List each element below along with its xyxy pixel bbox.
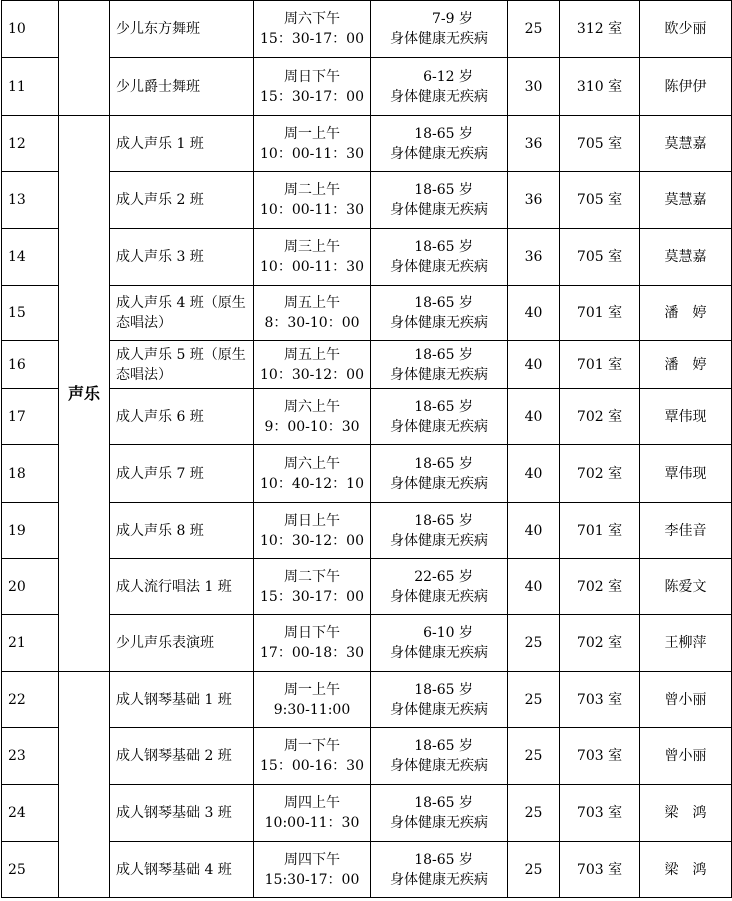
health-requirement: 身体健康无疾病 bbox=[390, 259, 488, 275]
class-day: 周一上午 bbox=[284, 681, 340, 698]
class-time bbox=[254, 172, 371, 229]
age-range: 7-9 岁 bbox=[432, 11, 473, 27]
capacity: 25 bbox=[508, 672, 560, 728]
class-day: 周六上午 bbox=[284, 398, 340, 415]
room: 703 室 bbox=[560, 672, 640, 728]
capacity: 40 bbox=[508, 341, 560, 389]
age-range: 18-65 岁 bbox=[414, 795, 473, 811]
table-row bbox=[2, 785, 732, 842]
capacity: 36 bbox=[508, 172, 560, 229]
table-row bbox=[2, 615, 732, 672]
class-hours: 15:30-17：00 bbox=[264, 871, 360, 888]
row-number: 16 bbox=[2, 341, 59, 389]
class-day: 周六下午 bbox=[284, 11, 340, 27]
class-hours: 15：30-17：00 bbox=[260, 588, 364, 605]
room: 703 室 bbox=[560, 785, 640, 842]
class-name: 成人声乐 1 班 bbox=[110, 116, 254, 172]
age-requirement bbox=[371, 116, 508, 172]
class-time bbox=[254, 503, 371, 559]
capacity: 25 bbox=[508, 728, 560, 785]
teacher: 曾小丽 bbox=[640, 672, 732, 728]
capacity: 30 bbox=[508, 58, 560, 116]
row-number: 19 bbox=[2, 503, 59, 559]
class-name: 少儿爵士舞班 bbox=[110, 58, 254, 116]
age-requirement bbox=[371, 559, 508, 615]
room: 703 室 bbox=[560, 728, 640, 785]
class-name: 成人钢琴基础 4 班 bbox=[110, 842, 254, 898]
age-range: 18-65 岁 bbox=[414, 125, 473, 142]
row-number: 24 bbox=[2, 785, 59, 842]
class-day: 周日下午 bbox=[284, 68, 340, 85]
age-range: 18-65 岁 bbox=[414, 182, 473, 198]
table-row bbox=[2, 286, 732, 341]
age-range: 18-65 岁 bbox=[414, 681, 473, 698]
class-time bbox=[254, 728, 371, 785]
teacher: 陈伊伊 bbox=[640, 58, 732, 116]
health-requirement: 身体健康无疾病 bbox=[390, 588, 488, 605]
teacher: 莫慧嘉 bbox=[640, 229, 732, 286]
class-hours: 9:30-11:00 bbox=[273, 701, 351, 718]
category-cell bbox=[59, 672, 110, 898]
capacity: 36 bbox=[508, 116, 560, 172]
capacity: 40 bbox=[508, 389, 560, 445]
table-row bbox=[2, 229, 732, 286]
class-day: 周五上午 bbox=[284, 295, 340, 311]
capacity: 40 bbox=[508, 445, 560, 503]
class-day: 周四下午 bbox=[284, 851, 340, 868]
room: 702 室 bbox=[560, 615, 640, 672]
age-requirement bbox=[371, 172, 508, 229]
table-row bbox=[2, 559, 732, 615]
class-day: 周四上午 bbox=[284, 795, 340, 811]
class-time bbox=[254, 842, 371, 898]
age-requirement bbox=[371, 229, 508, 286]
health-requirement: 身体健康无疾病 bbox=[390, 366, 488, 383]
class-hours: 15：00-16：30 bbox=[260, 758, 364, 774]
row-number: 21 bbox=[2, 615, 59, 672]
class-name: 成人声乐 6 班 bbox=[110, 389, 254, 445]
age-requirement bbox=[371, 1, 508, 58]
health-requirement: 身体健康无疾病 bbox=[390, 532, 488, 549]
row-number: 25 bbox=[2, 842, 59, 898]
age-requirement bbox=[371, 389, 508, 445]
class-time bbox=[254, 116, 371, 172]
class-time bbox=[254, 58, 371, 116]
class-day: 周五上午 bbox=[284, 346, 340, 363]
health-requirement: 身体健康无疾病 bbox=[390, 315, 488, 331]
class-day: 周一上午 bbox=[284, 125, 340, 142]
table-row bbox=[2, 842, 732, 898]
class-hours: 10：00-11：30 bbox=[260, 202, 364, 218]
age-range: 6-12 岁 bbox=[423, 68, 473, 85]
teacher: 曾小丽 bbox=[640, 728, 732, 785]
row-number: 13 bbox=[2, 172, 59, 229]
class-hours: 17：00-18：30 bbox=[260, 645, 364, 661]
class-hours: 10：30-12：00 bbox=[260, 366, 364, 383]
room: 705 室 bbox=[560, 229, 640, 286]
class-hours: 10:00-11：30 bbox=[264, 815, 360, 831]
class-time bbox=[254, 615, 371, 672]
age-requirement bbox=[371, 785, 508, 842]
health-requirement: 身体健康无疾病 bbox=[390, 418, 488, 435]
age-range: 18-65 岁 bbox=[414, 295, 473, 311]
course-schedule-table bbox=[1, 0, 732, 898]
capacity: 40 bbox=[508, 559, 560, 615]
class-hours: 8：30-10：00 bbox=[264, 315, 360, 331]
class-day: 周日下午 bbox=[284, 625, 340, 641]
age-range: 18-65 岁 bbox=[414, 512, 473, 529]
room: 701 室 bbox=[560, 503, 640, 559]
age-range: 18-65 岁 bbox=[414, 239, 473, 255]
class-day: 周二下午 bbox=[284, 568, 340, 585]
class-name: 少儿声乐表演班 bbox=[110, 615, 254, 672]
class-day: 周一下午 bbox=[284, 738, 340, 754]
class-time bbox=[254, 229, 371, 286]
capacity: 25 bbox=[508, 615, 560, 672]
capacity: 36 bbox=[508, 229, 560, 286]
class-hours: 10：40-12：10 bbox=[260, 475, 364, 492]
teacher: 李佳音 bbox=[640, 503, 732, 559]
age-range: 18-65 岁 bbox=[414, 851, 473, 868]
age-range: 18-65 岁 bbox=[414, 455, 473, 472]
health-requirement: 身体健康无疾病 bbox=[390, 475, 488, 492]
table-row bbox=[2, 341, 732, 389]
table-row bbox=[2, 728, 732, 785]
table-row bbox=[2, 672, 732, 728]
class-time bbox=[254, 785, 371, 842]
age-requirement bbox=[371, 503, 508, 559]
row-number: 11 bbox=[2, 58, 59, 116]
teacher: 欧少丽 bbox=[640, 1, 732, 58]
age-requirement bbox=[371, 615, 508, 672]
health-requirement: 身体健康无疾病 bbox=[390, 88, 488, 105]
table-row bbox=[2, 58, 732, 116]
class-hours: 10：00-11：30 bbox=[260, 259, 364, 275]
class-time bbox=[254, 672, 371, 728]
class-name: 成人钢琴基础 2 班 bbox=[110, 728, 254, 785]
room: 310 室 bbox=[560, 58, 640, 116]
class-time bbox=[254, 445, 371, 503]
teacher: 王柳萍 bbox=[640, 615, 732, 672]
class-day: 周二上午 bbox=[284, 182, 340, 198]
row-number: 15 bbox=[2, 286, 59, 341]
health-requirement: 身体健康无疾病 bbox=[390, 758, 488, 774]
table-row bbox=[2, 445, 732, 503]
teacher: 陈爱文 bbox=[640, 559, 732, 615]
capacity: 25 bbox=[508, 842, 560, 898]
class-hours: 9：00-10：30 bbox=[264, 418, 360, 435]
teacher: 潘 婷 bbox=[640, 341, 732, 389]
table-row bbox=[2, 172, 732, 229]
age-requirement bbox=[371, 286, 508, 341]
age-requirement bbox=[371, 672, 508, 728]
class-name: 成人声乐 7 班 bbox=[110, 445, 254, 503]
health-requirement: 身体健康无疾病 bbox=[390, 202, 488, 218]
teacher: 梁 鸿 bbox=[640, 785, 732, 842]
age-range: 6-10 岁 bbox=[423, 625, 473, 641]
room: 701 室 bbox=[560, 286, 640, 341]
class-name: 成人声乐 2 班 bbox=[110, 172, 254, 229]
health-requirement: 身体健康无疾病 bbox=[390, 701, 488, 718]
class-day: 周日上午 bbox=[284, 512, 340, 529]
table-row bbox=[2, 1, 732, 58]
row-number: 20 bbox=[2, 559, 59, 615]
class-time bbox=[254, 559, 371, 615]
row-number: 12 bbox=[2, 116, 59, 172]
age-requirement bbox=[371, 58, 508, 116]
age-requirement bbox=[371, 445, 508, 503]
row-number: 22 bbox=[2, 672, 59, 728]
class-hours: 15：30-17：00 bbox=[260, 31, 364, 47]
class-name: 成人钢琴基础 3 班 bbox=[110, 785, 254, 842]
capacity: 25 bbox=[508, 1, 560, 58]
room: 701 室 bbox=[560, 341, 640, 389]
age-range: 18-65 岁 bbox=[414, 738, 473, 754]
class-day: 周六上午 bbox=[284, 455, 340, 472]
class-name: 成人声乐 5 班（原生态唱法） bbox=[110, 341, 254, 389]
class-hours: 10：30-12：00 bbox=[260, 532, 364, 549]
capacity: 40 bbox=[508, 286, 560, 341]
capacity: 25 bbox=[508, 785, 560, 842]
class-time bbox=[254, 341, 371, 389]
room: 705 室 bbox=[560, 172, 640, 229]
table-body bbox=[2, 1, 732, 898]
class-hours: 10：00-11：30 bbox=[260, 145, 364, 162]
row-number: 18 bbox=[2, 445, 59, 503]
class-time bbox=[254, 389, 371, 445]
room: 312 室 bbox=[560, 1, 640, 58]
row-number: 17 bbox=[2, 389, 59, 445]
age-range: 18-65 岁 bbox=[414, 346, 473, 363]
room: 705 室 bbox=[560, 116, 640, 172]
category-cell: 声乐 bbox=[59, 116, 110, 672]
capacity: 40 bbox=[508, 503, 560, 559]
teacher: 潘 婷 bbox=[640, 286, 732, 341]
class-name: 成人钢琴基础 1 班 bbox=[110, 672, 254, 728]
class-name: 成人声乐 8 班 bbox=[110, 503, 254, 559]
class-name: 成人声乐 3 班 bbox=[110, 229, 254, 286]
age-range: 22-65 岁 bbox=[414, 568, 473, 585]
class-name: 少儿东方舞班 bbox=[110, 1, 254, 58]
table-row bbox=[2, 389, 732, 445]
row-number: 23 bbox=[2, 728, 59, 785]
health-requirement: 身体健康无疾病 bbox=[390, 31, 488, 47]
health-requirement: 身体健康无疾病 bbox=[390, 645, 488, 661]
age-requirement bbox=[371, 728, 508, 785]
health-requirement: 身体健康无疾病 bbox=[390, 145, 488, 162]
teacher: 覃伟现 bbox=[640, 445, 732, 503]
table-row bbox=[2, 116, 732, 172]
room: 702 室 bbox=[560, 445, 640, 503]
class-name: 成人流行唱法 1 班 bbox=[110, 559, 254, 615]
category-cell bbox=[59, 1, 110, 116]
row-number: 10 bbox=[2, 1, 59, 58]
teacher: 梁 鸿 bbox=[640, 842, 732, 898]
teacher: 莫慧嘉 bbox=[640, 172, 732, 229]
age-requirement bbox=[371, 341, 508, 389]
class-time bbox=[254, 1, 371, 58]
health-requirement: 身体健康无疾病 bbox=[390, 871, 488, 888]
class-name: 成人声乐 4 班（原生态唱法） bbox=[110, 286, 254, 341]
health-requirement: 身体健康无疾病 bbox=[390, 815, 488, 831]
age-range: 18-65 岁 bbox=[414, 398, 473, 415]
table-row bbox=[2, 503, 732, 559]
room: 702 室 bbox=[560, 559, 640, 615]
age-requirement bbox=[371, 842, 508, 898]
row-number: 14 bbox=[2, 229, 59, 286]
room: 702 室 bbox=[560, 389, 640, 445]
class-hours: 15：30-17：00 bbox=[260, 88, 364, 105]
teacher: 覃伟现 bbox=[640, 389, 732, 445]
teacher: 莫慧嘉 bbox=[640, 116, 732, 172]
room: 703 室 bbox=[560, 842, 640, 898]
class-day: 周三上午 bbox=[284, 239, 340, 255]
class-time bbox=[254, 286, 371, 341]
